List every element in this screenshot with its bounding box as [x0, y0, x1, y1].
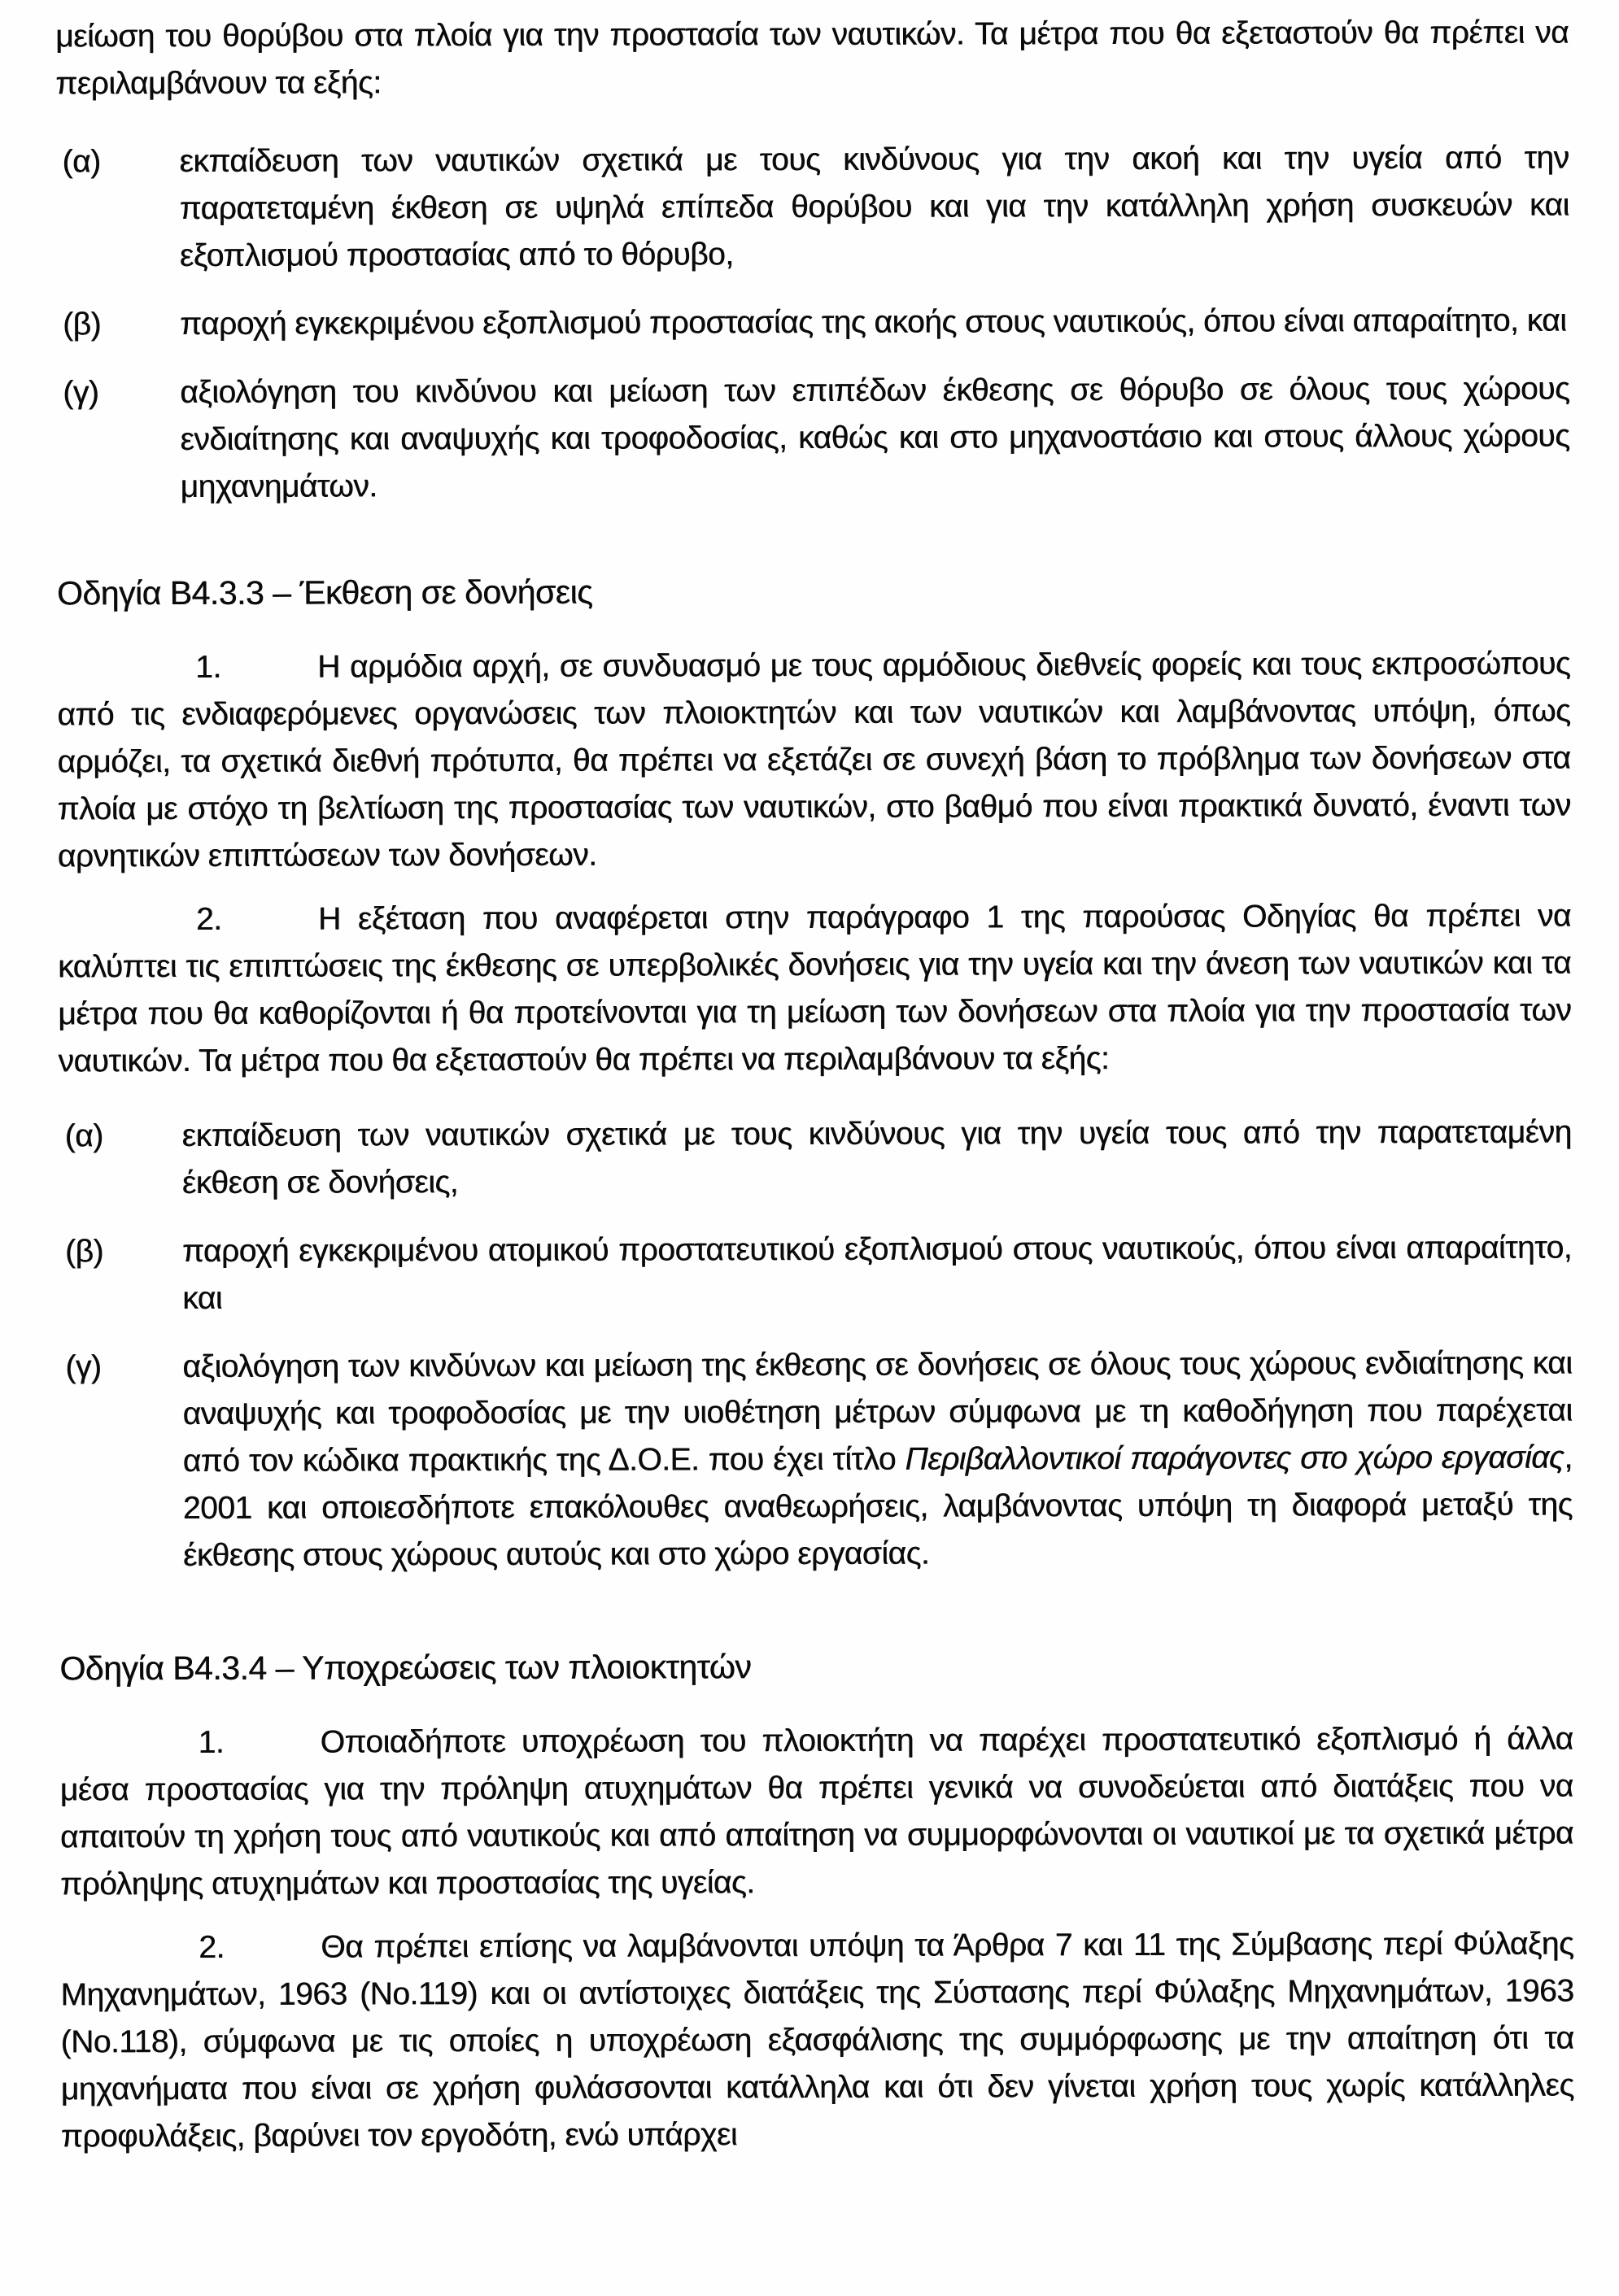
paragraph-text: Η αρμόδια αρχή, σε συνδυασμό με τους αρμόδιους διεθνείς φορείς και τους εκπροσώπους από τις ενδιαφερόμενες οργανώσεις των πλοιοκτητών και των ναυτικών και λαμβάνοντας υπόψη, όπως αρμόζει, τα σχετικά διεθνή πρότυπα, θα πρέπει να εξετάζει σε συνεχή βάση το πρόβλημα των δονήσεων στα πλοία με στόχο τη βελτίωση της προστασίας των ναυτικών, στο βαθμό που είναι πρακτικά δυνατό, έναντι των αρνητικών επιπτώσεων των δονήσεων.	[57, 646, 1571, 874]
list-item-text	[182, 1346, 1573, 1573]
list-item-text: εκπαίδευση των ναυτικών σχετικά με τους κινδύνους για την ακοή και την υγεία από την παρατεταμένη έκθεση σε υψηλά επίπεδα θορύβου και για την κατάλληλη χρήση συσκευών και εξοπλισμού προστασίας από το θόρυβο,	[179, 140, 1569, 274]
paragraph-text: Θα πρέπει επίσης να λαμβάνονται υπόψη τα Άρθρα 7 και 11 της Σύμβασης περί Φύλαξης Μηχανημάτων, 1963 (No.119) και οι αντίστοιχες διατάξεις της Σύστασης περί Φύλαξης Μηχανημάτων, 1963 (No.118), σύμφωνα με τις οποίες η υποχρέωση εξασφάλισης της συμμόρφωσης με την απαίτηση ότι τα μηχανήματα που είναι σε χρήση φυλάσσονται κατάλληλα και ότι δεν γίνεται χρήση τους χωρίς κατάλληλες προφυλάξεις, βαρύνει τον εργοδότη, ενώ υπάρχει	[60, 1926, 1574, 2154]
section-heading-b434: Οδηγία Β4.3.4 – Υποχρεώσεις των πλοιοκτητών	[59, 1648, 752, 1688]
paragraph-text: Οποιαδήποτε υποχρέωση του πλοιοκτήτη να παρέχει προστατευτικό εξοπλισμό ή άλλα μέσα προστασίας για την πρόληψη ατυχημάτων θα πρέπει γενικά να συνοδεύεται από διατάξεις που να απαιτούν τη χρήση τους από ναυτικούς και από απαίτηση να συμμορφώνονται οι ναυτικοί με τα σχετικά μέτρα πρόληψης ατυχημάτων και προστασίας της υγείας.	[59, 1721, 1573, 1902]
list-item-vibration-c	[59, 1340, 1573, 1580]
paragraph-text: Η εξέταση που αναφέρεται στην παράγραφο 1 της παρούσας Οδηγίας θα πρέπει να καλύπτει τις επιπτώσεις της έκθεσης σε υπερβολικές δονήσεις για την υγεία και την άνεση των ναυτικών και τα μέτρα που θα καθορίζονται ή θα προτείνονται για τη μείωση των δονήσεων στα πλοία για την προστασία των ναυτικών. Τα μέτρα που θα εξεταστούν θα πρέπει να περιλαμβάνουν τα εξής:	[58, 898, 1572, 1079]
list-item-label: (α)	[64, 1118, 103, 1154]
paragraph-number: 1.	[195, 649, 221, 685]
list-item-label: (γ)	[65, 1349, 102, 1385]
paragraph-b433-1	[57, 641, 1571, 881]
paragraph-b434-2	[60, 1921, 1574, 2161]
list-item-noise-b	[56, 298, 1569, 349]
list-item-label: (β)	[62, 307, 102, 342]
noise-measures-list	[55, 135, 1569, 512]
list-item-vibration-b	[59, 1225, 1572, 1323]
list-item-label: (α)	[62, 144, 101, 180]
list-item-noise-a	[55, 135, 1569, 281]
paragraph-number: 2.	[199, 1929, 225, 1965]
list-item-text: αξιολόγηση του κινδύνου και μείωση των επιπέδων έκθεσης σε θόρυβο σε όλους τους χώρους ενδιαίτησης και αναψυχής και τροφοδοσίας, καθώς και στο μηχανοστάσιο και στους άλλους χώρους μηχανημάτων.	[180, 371, 1570, 505]
list-item-label: (γ)	[63, 375, 99, 411]
list-item-label: (β)	[64, 1234, 104, 1270]
paragraph-number: 2.	[195, 901, 222, 937]
list-item-text: παροχή εγκεκριμένου εξοπλισμού προστασίας της ακοής στους ναυτικούς, όπου είναι απαραίτητο, και	[179, 303, 1567, 342]
ilo-code-of-practice-title: Περιβαλλοντικοί παράγοντες στο χώρο εργασίας	[905, 1440, 1564, 1477]
text-before-code-title: αξιολόγηση των κινδύνων και μείωση της έκθεσης σε δονήσεις σε όλους τους χώρους ενδιαίτησης και αναψυχής και τροφοδοσίας με την υιοθέτηση μέτρων σύμφωνα με τη καθοδήγηση που παρέχεται από τον κώδικα πρακτικής της Δ.Ο.Ε. που έχει τίτλο	[182, 1345, 1573, 1479]
list-item-noise-c	[56, 366, 1569, 512]
list-item-vibration-a	[59, 1109, 1572, 1208]
vibration-measures-list	[59, 1109, 1573, 1580]
text-after-code-title: , 2001 και οποιεσδήποτε επακόλουθες αναθεωρήσεις, λαμβάνοντας υπόψη τη διαφορά μεταξύ της έκθεσης στους χώρους αυτούς και στο χώρο εργασίας.	[182, 1440, 1573, 1574]
paragraph-number: 1.	[198, 1724, 225, 1760]
section-heading-b433: Οδηγία Β4.3.3 – Έκθεση σε δονήσεις	[56, 573, 593, 612]
intro-continuation-paragraph: μείωση του θορύβου στα πλοία για την προστασία των ναυτικών. Τα μέτρα που θα εξεταστούν θα πρέπει να περιλαμβάνουν τα εξής:	[55, 15, 1569, 102]
list-item-text: εκπαίδευση των ναυτικών σχετικά με τους κινδύνους για την υγεία τους από την παρατεταμένη έκθεση σε δονήσεις,	[181, 1114, 1572, 1201]
list-item-text: παροχή εγκεκριμένου ατομικού προστατευτικού εξοπλισμού στους ναυτικούς, όπου είναι απαραίτητο, και	[181, 1230, 1573, 1317]
paragraph-b434-1	[60, 1716, 1574, 1909]
paragraph-b433-2	[58, 893, 1572, 1086]
